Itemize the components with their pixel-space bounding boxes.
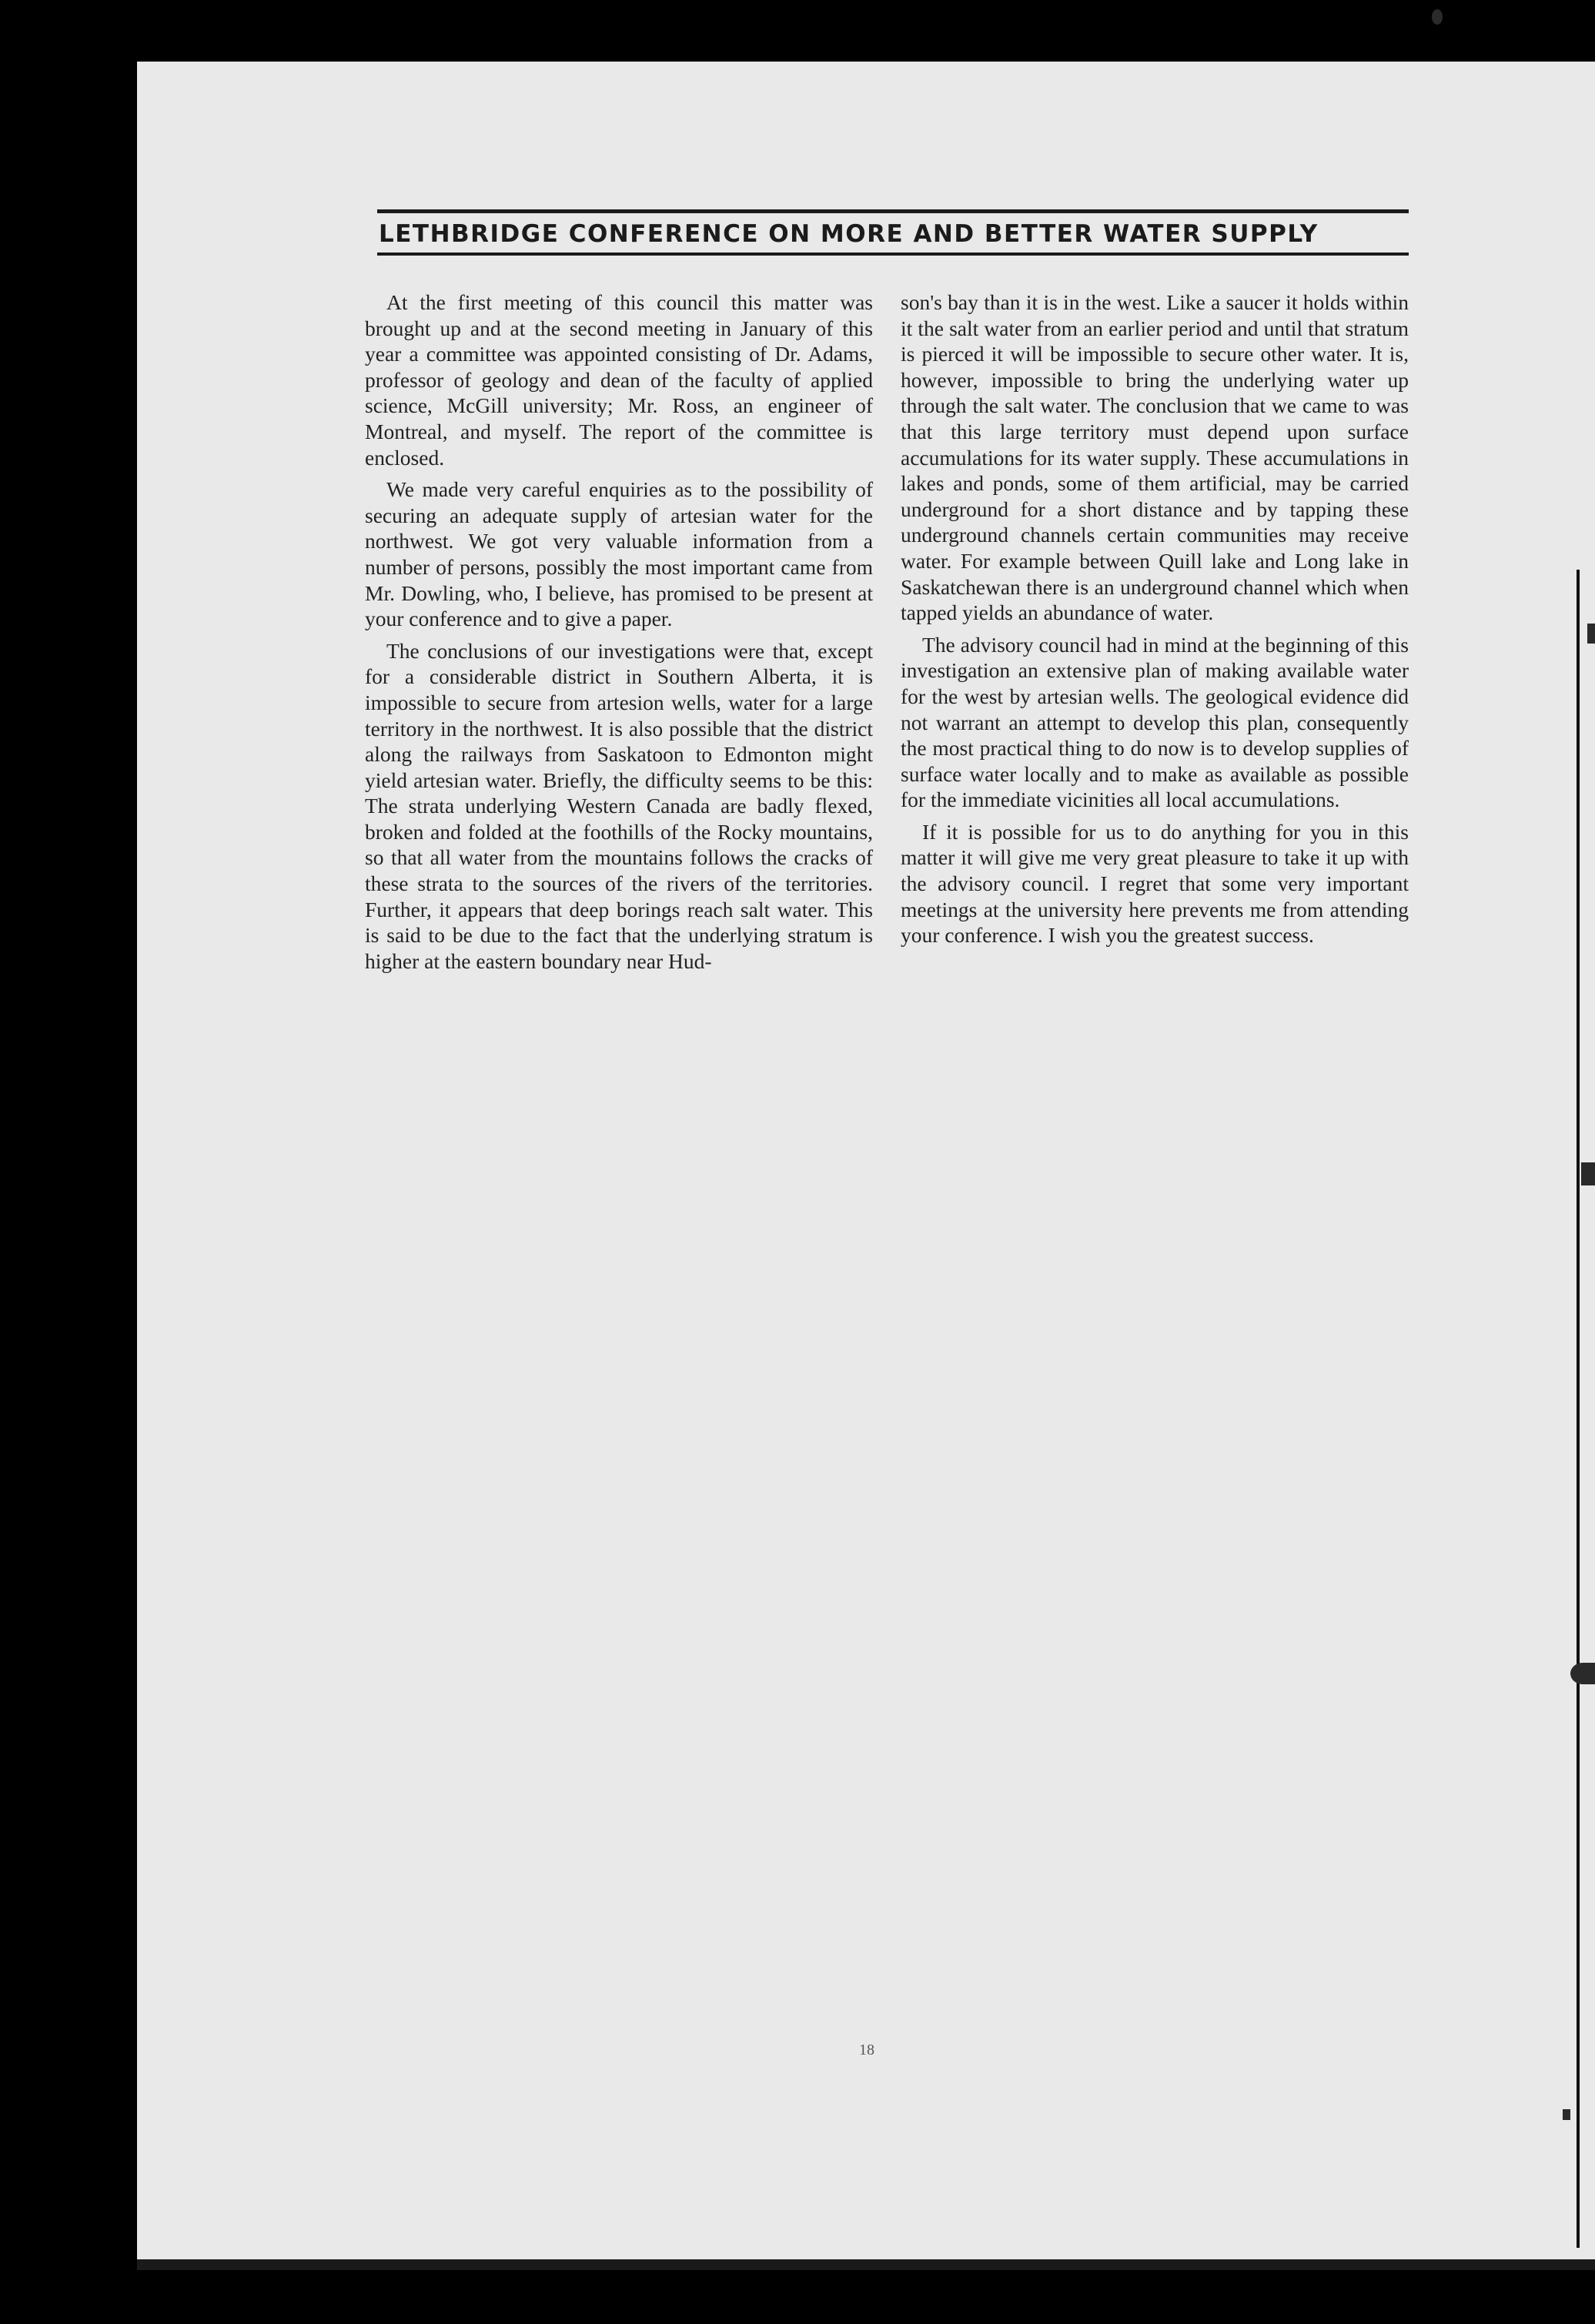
header-rule-bottom: [377, 252, 1409, 256]
paragraph: The advisory council had in mind at the beginning of this investigation an extensive plan of making available water for the west by artesian wells. The geological evidence did not warrant an attempt to develop this plan, consequently the most practical thing to do now is to develop supplies of surface water locally and to make as available as possible for the immediate vicinities all local accumulations.: [901, 632, 1409, 812]
paragraph: If it is possible for us to do anything for you in this matter it will give me very great pleasure to take it up with the advisory council. I regret that some very important meetings at the university here prevents me from attending your conference. I wish you the greatest success.: [901, 819, 1409, 948]
page-edge-shadow: [137, 2259, 1595, 2270]
margin-mark: [1581, 1162, 1595, 1185]
paragraph: At the first meeting of this council this matter was brought up and at the second meeting in January of this year a committee was appointed consisting of Dr. Adams, professor of geology and dean of the faculty of applied science, McGill university; Mr. Ross, an engineer of Montreal, and myself. The report of the committee is enclosed.: [365, 290, 873, 470]
paragraph: We made very careful enquiries as to the possibility of securing an adequate supply of artesian water for the northwest. We got very valuable information from a number of persons, possibly the most important came from Mr. Dowling, who, I believe, has promised to be present at your conference and to give a paper.: [365, 477, 873, 631]
paragraph: son's bay than it is in the west. Like a saucer it holds within it the salt water from an earlier period and until that stratum is pierced it will be impossible to secure other water. It is, however, impossible to bring the underlying water up through the salt water. The conclusion that we came to was that this large territory must depend upon surface accumulations for its water supply. These accumulations in lakes and ponds, some of them artificial, may be carried underground for a short distance and by tapping these underground channels certain communities may receive water. For example between Quill lake and Long lake in Saskatchewan there is an underground channel which when tapped yields an abundance of water.: [901, 290, 1409, 625]
margin-mark: [1563, 2109, 1570, 2120]
facing-page-edge: [1577, 570, 1580, 2248]
running-head: [377, 209, 1409, 256]
text-column-right: [901, 289, 1409, 955]
paragraph: The conclusions of our investigations were that, except for a considerable district in Southern Alberta, it is impossible to secure from artesion wells, water for a large territory in the northwest. It is also possible that the district along the railways from Saskatoon to Edmonton might yield artesian water. Briefly, the difficulty seems to be this: The strata underlying Western Canada are badly flexed, broken and folded at the foothills of the Rocky mountains, so that all water from the mountains follows the cracks of these strata to the sources of the rivers of the territories. Further, it appears that deep borings reach salt water. This is said to be due to the fact that the underlying stratum is higher at the eastern boundary near Hud-: [365, 638, 873, 973]
page-number: 18: [859, 2041, 874, 2058]
margin-mark: [1587, 624, 1595, 644]
text-column-left: [365, 289, 873, 980]
running-head-title: LETHBRIDGE CONFERENCE ON MORE AND BETTER WATER SUPPLY: [379, 220, 1319, 248]
margin-mark: [1432, 9, 1443, 25]
margin-mark: [1570, 1663, 1595, 1684]
